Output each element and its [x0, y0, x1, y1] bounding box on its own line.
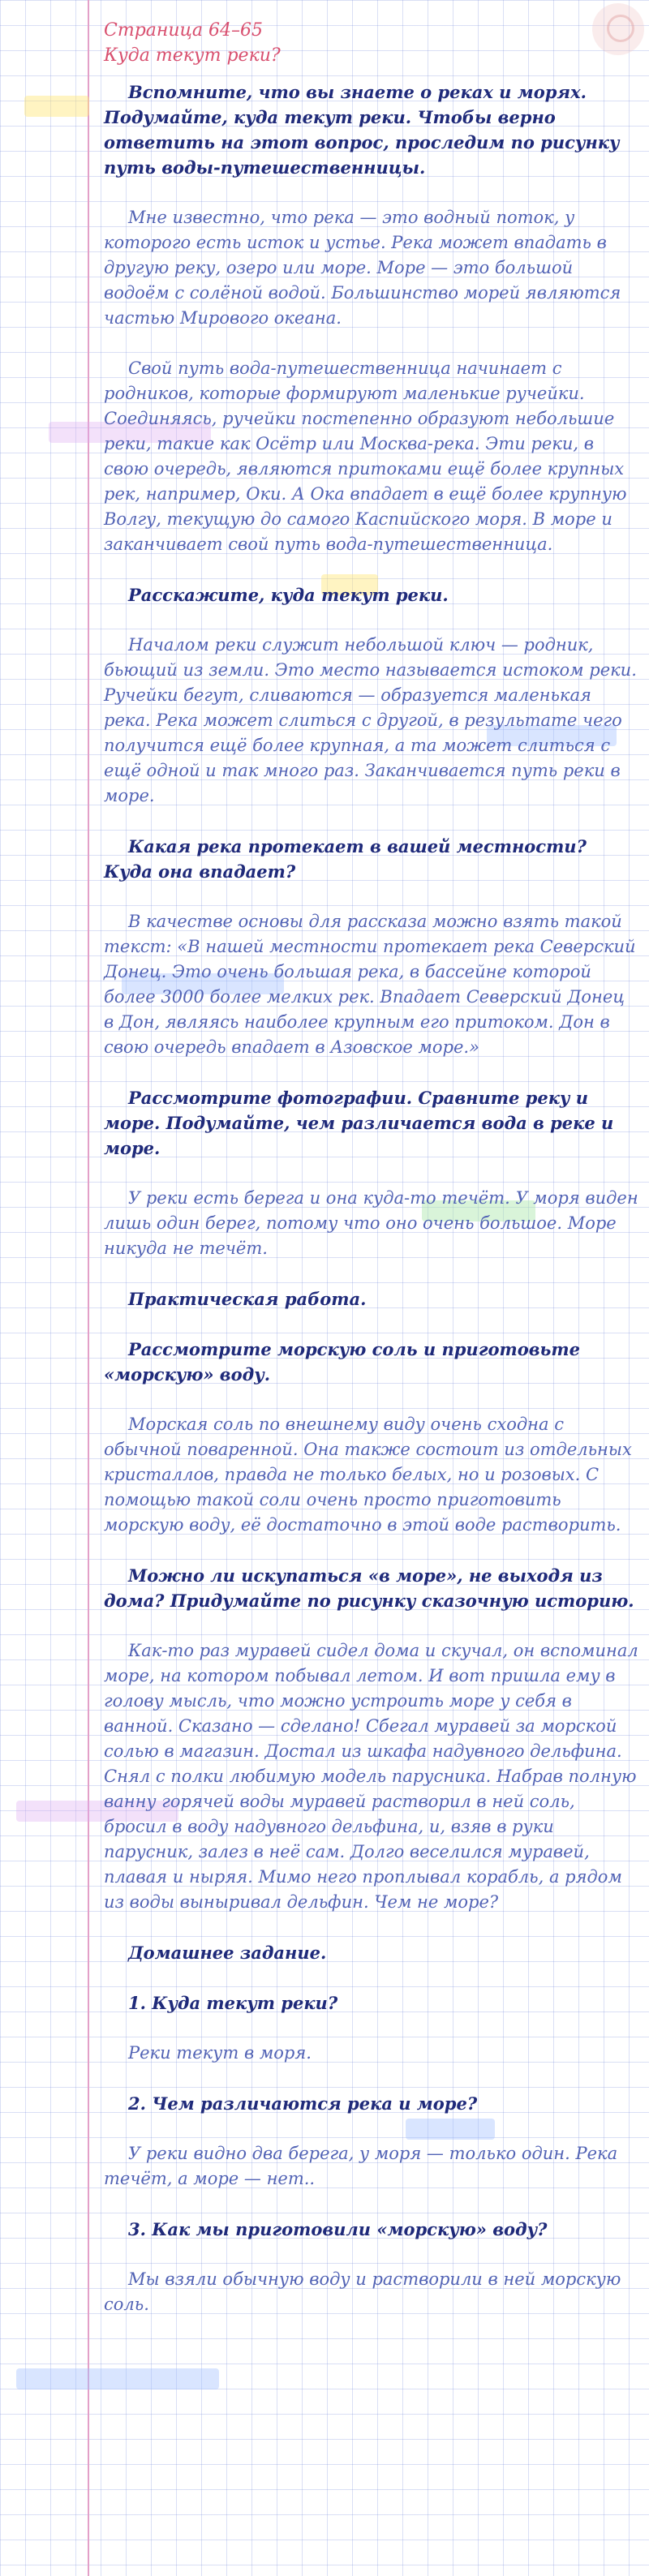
question-text: Какая река протекает в вашей местности? Куда она впадает?: [104, 836, 587, 882]
section-heading: Практическая работа.: [128, 1289, 367, 1309]
answer-text: Свой путь вода-путешественница начинает с родников, которые формируют маленькие ручейки. Соединяясь, ручейки постепенно образуют небольшие реки, такие как Осётр или Москва-река. Эти реки, в свою очередь, являются притоками ещё более крупных рек, например, Оки. А Ока впадает в ещё более крупную Волгу, текущую до самого Каспийского моря. В море и заканчивает свой путь вода-путешественница.: [104, 358, 627, 554]
topic-heading: Куда текут реки?: [104, 45, 281, 66]
question-text: Можно ли искупаться «в море», не выходя из дома? Придумайте по рисунку сказочную историю.: [104, 1565, 634, 1611]
answer-text: В качестве основы для рассказа можно взять такой текст: «В нашей местности протекает река Северский Донец. Это очень большая река, в бассейне которой более 3000 более мелких рек. Впадает Северский Донец в Дон, являясь наиболее крупным его притоком. Дон в свою очередь впадает в Азовское море.»: [104, 912, 636, 1057]
notebook-margin-line: [88, 0, 89, 2576]
highlight-mark: [24, 96, 89, 117]
answer-text: Началом реки служит небольшой ключ — родник, бьющий из земли. Это место называется истоком реки. Ручейки бегут, сливаются — образуется маленькая река. Река может слиться с другой, в результате чего получится ещё более крупная, а та может слиться с ещё одной и так много раз. Заканчивается путь реки в море.: [104, 635, 637, 805]
question-text: 2. Чем различаются река и море?: [128, 2093, 478, 2114]
answer-text: Как-то раз муравей сидел дома и скучал, он вспоминал море, на котором побывал летом. И вот пришла ему в голову мысль, что можно устроить море у себя в ванной. Сказано — сделано! Сбегал муравей за морской солью в магазин. Достал из шкафа надувного дельфина. Снял с полки любимую модель парусника. Набрав полную ванну горячей воды муравей растворил в ней соль, бросил в воду надувного дельфина, и, взяв в руки парусник, залез в неё сам. Долго веселился муравей, плавая и ныряя. Мимо него проплывал корабль, а рядом из воды выныривал дельфин. Чем не море?: [104, 1641, 638, 1912]
highlight-mark: [16, 2368, 219, 2389]
answer-text: Морская соль по внешнему виду очень сходна с обычной поваренной. Она также состоит из отдельных кристаллов, правда не только белых, но и розовых. С помощью такой соли очень просто приготовить морскую воду, её достаточно в этой воде растворить.: [104, 1415, 632, 1535]
answer-text: У реки видно два берега, у моря — только один. Река течёт, а море — нет..: [104, 2144, 618, 2188]
question-text: 3. Как мы приготовили «морскую» воду?: [128, 2219, 548, 2239]
question-text: Рассмотрите морскую соль и приготовьте «морскую» воду.: [104, 1339, 580, 1385]
answer-text: Мы взяли обычную воду и растворили в ней морскую соль.: [104, 2269, 621, 2314]
section-heading: Домашнее задание.: [128, 1943, 327, 1963]
page-range-heading: Страница 64–65: [104, 20, 264, 41]
question-text: Рассмотрите фотографии. Сравните реку и море. Подумайте, чем различается вода в реке и море.: [104, 1088, 614, 1158]
notebook-page: [104, 18, 639, 2342]
answer-text: Мне известно, что река — это водный поток, у которого есть исток и устье. Река может впадать в другую реку, озеро или море. Море — это большой водоём с солёной водой. Большинство морей являются частью Мирового океана.: [104, 208, 621, 328]
answer-text: Реки текут в моря.: [128, 2043, 312, 2063]
question-text: 1. Куда текут реки?: [128, 1993, 338, 2013]
question-text: Вспомните, что вы знаете о реках и морях. Подумайте, куда текут реки. Чтобы верно ответить на этот вопрос, проследим по рисунку путь воды-путешественницы.: [104, 82, 620, 178]
answer-text: У реки есть берега и она куда-то течёт. У моря виден лишь один берег, потому что оно очень большое. Море никуда не течёт.: [104, 1188, 638, 1258]
question-text: Расскажите, куда текут реки.: [128, 585, 449, 605]
